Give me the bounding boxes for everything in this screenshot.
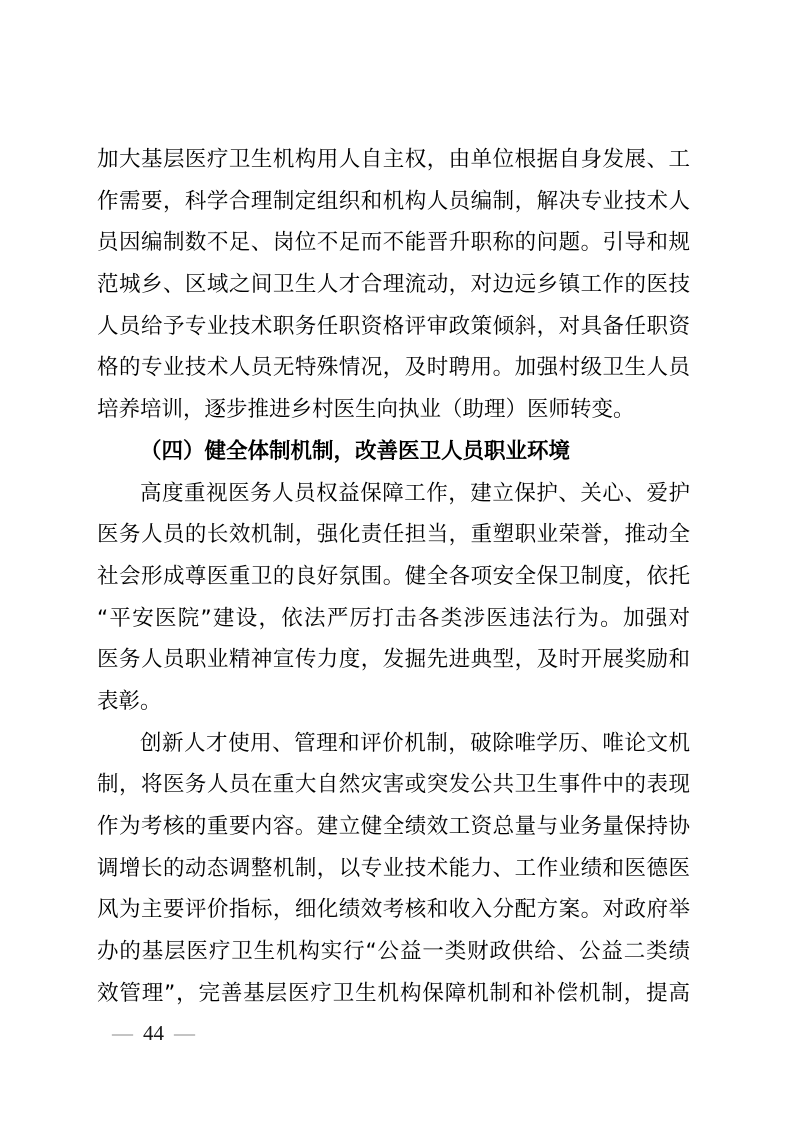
text-line: 社会形成尊医重卫的良好氛围。健全各项安全保卫制度，依托 (97, 563, 690, 589)
document-body (97, 139, 690, 1014)
page-number-dash-right: — (174, 1021, 195, 1045)
text-line: “平安医院”建设，依法严厉打击各类涉医违法行为。加强对 (97, 605, 690, 631)
paragraph (97, 473, 690, 723)
page-number: 44 (143, 1021, 164, 1045)
text-line: 范城乡、区域之间卫生人才合理流动，对边远乡镇工作的医技 (97, 272, 690, 298)
text-line: 格的专业技术人员无特殊情况，及时聘用。加强村级卫生人员 (97, 355, 690, 381)
text-line: 培养培训，逐步推进乡村医生向执业（助理）医师转变。 (97, 397, 635, 423)
text-line: 办的基层医疗卫生机构实行“公益一类财政供给、公益二类绩 (97, 939, 690, 965)
text-line: 医务人员的长效机制，强化责任担当，重塑职业荣誉，推动全 (97, 522, 690, 548)
section-heading: （四）健全体制机制，改善医卫人员职业环境 (140, 438, 571, 464)
paragraph (97, 139, 690, 431)
text-line: 高度重视医务人员权益保障工作，建立保护、关心、爱护 (140, 480, 690, 506)
text-line: 医务人员职业精神宣传力度，发掘先进典型，及时开展奖励和 (97, 647, 690, 673)
page-number-dash-left: — (112, 1021, 133, 1045)
text-line: 制，将医务人员在重大自然灾害或突发公共卫生事件中的表现 (97, 772, 690, 798)
text-line: 员因编制数不足、岗位不足而不能晋升职称的问题。引导和规 (97, 230, 690, 256)
text-line: 风为主要评价指标，细化绩效考核和收入分配方案。对政府举 (97, 897, 690, 923)
paragraph (97, 723, 690, 1015)
text-line: 表彰。 (97, 688, 162, 714)
text-line: 效管理”，完善基层医疗卫生机构保障机制和补偿机制，提高 (97, 980, 690, 1006)
text-line: 调增长的动态调整机制，以专业技术能力、工作业绩和医德医 (97, 855, 690, 881)
text-line: 作需要，科学合理制定组织和机构人员编制，解决专业技术人 (97, 188, 690, 214)
text-line: 人员给予专业技术职务任职资格评审政策倾斜，对具备任职资 (97, 313, 690, 339)
text-line: 加大基层医疗卫生机构用人自主权，由单位根据自身发展、工 (97, 147, 690, 172)
text-line: 创新人才使用、管理和评价机制，破除唯学历、唯论文机 (140, 730, 690, 756)
text-line: 作为考核的重要内容。建立健全绩效工资总量与业务量保持协 (97, 814, 690, 839)
page-footer (112, 1018, 195, 1048)
